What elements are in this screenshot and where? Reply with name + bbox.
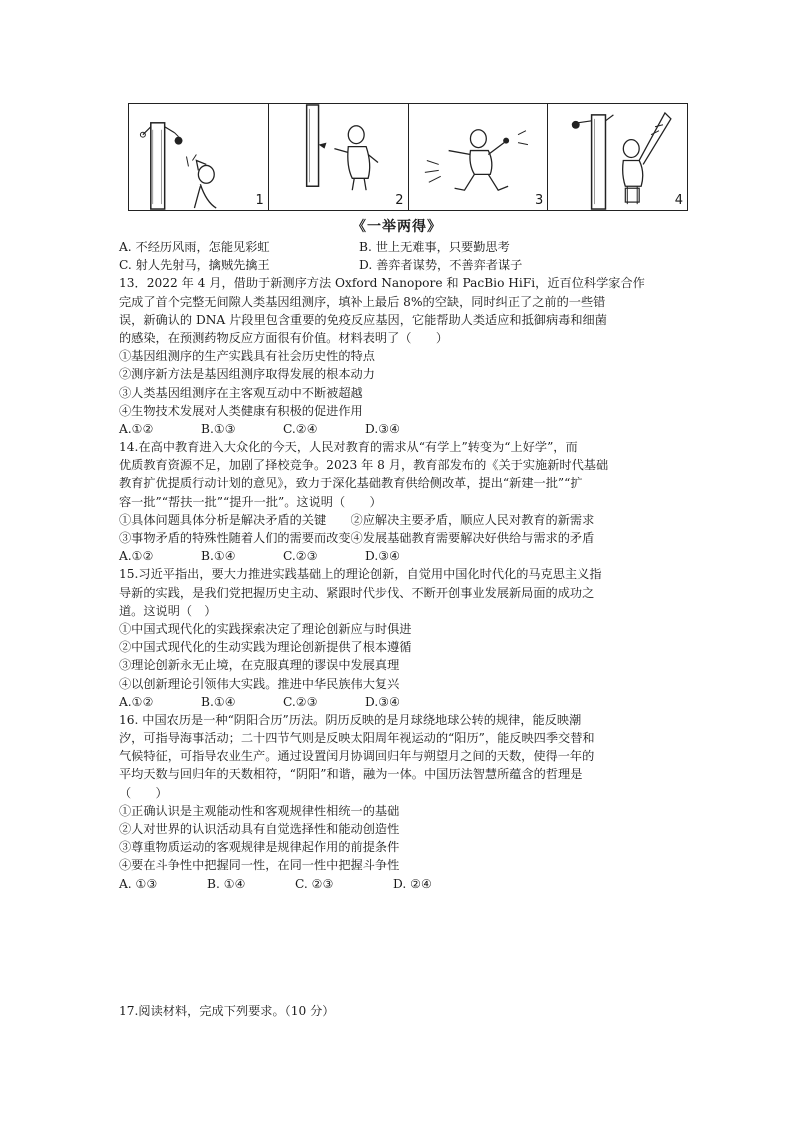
q13-option-a: A.①② [119,421,154,436]
q15-item: ③理论创新永无止境，在克服真理的谬误中发展真理 [119,658,400,673]
q13-option-d: D.③④ [365,421,401,436]
q14-item: ①具体问题具体分析是解决矛盾的关键 ②应解决主要矛盾，顺应人民对教育的新需求 [119,512,595,527]
q14-option-b: B.①④ [201,549,236,564]
q15-stem-line: 导新的实践，是我们党把握历史主动、紧跟时代步伐、不断开创事业发展新局面的成功之 [119,585,595,600]
comic-drawing-4 [548,104,687,210]
q14-options [119,547,679,565]
q13-stem-line: 13．2022 年 4 月，借助于新测序方法 Oxford Nanopore 和 PacBio HiFi，近百位科学家合作 [119,276,645,291]
q16-item: ①正确认识是主观能动性和客观规律性相统一的基础 [119,803,400,818]
question-content [119,238,679,893]
q12-option-c: C. 射人先射马，擒贼先擒王 [119,258,270,273]
q16-options [119,875,679,893]
comic-caption: 《一举两得》 [352,219,442,235]
comic-panel-1 [129,104,269,210]
q12-options-row-1 [119,238,679,256]
q14-option-a: A.①② [119,549,154,564]
q13-item: ①基因组测序的生产实践具有社会历史性的特点 [119,349,375,364]
q16-option-a: A. ①③ [119,876,158,891]
q15-item: ②中国式现代化的生动实践为理论创新提供了根本遵循 [119,640,412,655]
q13-item: ②测序新方法是基因组测序取得发展的根本动力 [119,367,375,382]
q16-item: ②人对世界的认识活动具有自觉选择性和能动创造性 [119,822,400,836]
panel-number: 4 [674,193,683,208]
q16-item: ③尊重物质运动的客观规律是规律起作用的前提条件 [119,840,400,855]
panel-number: 3 [534,193,544,208]
q13-stem-line: 的感染，在预测药物反应方面很有价值。材料表明了（ ） [119,330,449,345]
q13-option-c: C.②④ [283,421,318,436]
q12-options-row-2 [119,256,679,274]
q12-option-d: D. 善弈者谋势，不善弈者谋子 [359,258,523,273]
q16-stem-line: 汐，可指导海事活动；二十四节气则是反映太阳周年视运动的“阳历”，能反映四季交替和 [119,731,595,746]
comic-drawing-2 [269,104,408,210]
q14-stem-line: 教育扩优提质行动计划的意见》，致力于深化基础教育供给侧改革，提出“新建一批”“扩 [119,476,583,491]
q13-item: ③人类基因组测序在主客观互动中不断被超越 [119,385,363,400]
q13-item: ④生物技术发展对人类健康有积极的促进作用 [119,403,363,418]
comic-drawing-3 [409,104,548,210]
q16-option-c: C. ②③ [295,876,334,891]
q14-stem-line: 容一批”“帮扶一批”“提升一批”。这说明（ ） [119,494,382,509]
q12-option-b: B. 世上无难事，只要勤思考 [359,240,510,254]
q16-stem-line: 气候特征，可指导农业生产。通过设置闰月协调回归年与朔望月之间的天数，使得一年的 [119,749,595,764]
q14-item: ③事物矛盾的特殊性随着人们的需要而改变④发展基础教育需要解决好供给与需求的矛盾 [119,531,595,545]
q14-option-d: D.③④ [365,549,401,564]
q15-options [119,693,679,711]
q15-option-d: D.③④ [365,694,401,709]
q15-stem-line: 道。这说明（ ） [119,603,217,618]
q15-item: ④以创新理论引领伟大实践。推进中华民族伟大复兴 [119,676,400,691]
q15-stem-line: 15.习近平指出，要大力推进实践基础上的理论创新，自觉用中国化时代化的马克思主义指 [119,567,602,582]
q13-option-b: B.①③ [201,421,236,436]
q14-stem-line: 优质教育资源不足，加剧了择校竞争。2023 年 8 月，教育部发布的《关于实施新时代基础 [119,458,609,473]
q16-option-d: D. ②④ [393,876,432,891]
q14-option-c: C.②③ [283,549,318,564]
q13-stem-line: 误，新确认的 DNA 片段里包含重要的免疫反应基因，它能帮助人类适应和抵御病毒和细菌 [119,312,607,327]
q17-stem: 17.阅读材料，完成下列要求。（10 分） [119,1004,335,1018]
panel-number: 2 [395,193,404,208]
q16-stem-line: 平均天数与回归年的天数相符，“阴阳”和谐，融为一体。中国历法智慧所蕴含的哲理是 [119,767,583,782]
q15-option-a: A.①② [119,694,154,709]
q13-stem-line: 完成了首个完整无间隙人类基因组测序，填补上最后 8%的空缺，同时纠正了之前的一些错 [119,294,606,309]
q15-item: ①中国式现代化的实践探索决定了理论创新应与时俱进 [119,621,412,636]
comic-panel-4 [548,104,687,210]
q16-stem-line: （ ） [119,785,168,800]
q16-option-b: B. ①④ [207,876,246,891]
comic-strip [128,103,688,211]
q14-stem-line: 14.在高中教育进入大众化的今天，人民对教育的需求从“有学上”转变为“上好学”，而 [119,440,578,455]
comic-drawing-1 [129,104,268,210]
q16-stem-line: 16. 中国农历是一种“阴阳合历”历法。阴历反映的是月球绕地球公转的规律，能反映潮 [119,712,582,727]
q16-item: ④要在斗争性中把握同一性，在同一性中把握斗争性 [119,858,400,873]
q13-options [119,420,679,438]
q15-option-c: C.②③ [283,694,318,709]
comic-panel-3 [409,104,549,210]
panel-number: 1 [255,193,264,208]
comic-panel-2 [269,104,409,210]
q12-option-a: A. 不经历风雨，怎能见彩虹 [119,240,270,254]
q15-option-b: B.①④ [201,694,236,709]
